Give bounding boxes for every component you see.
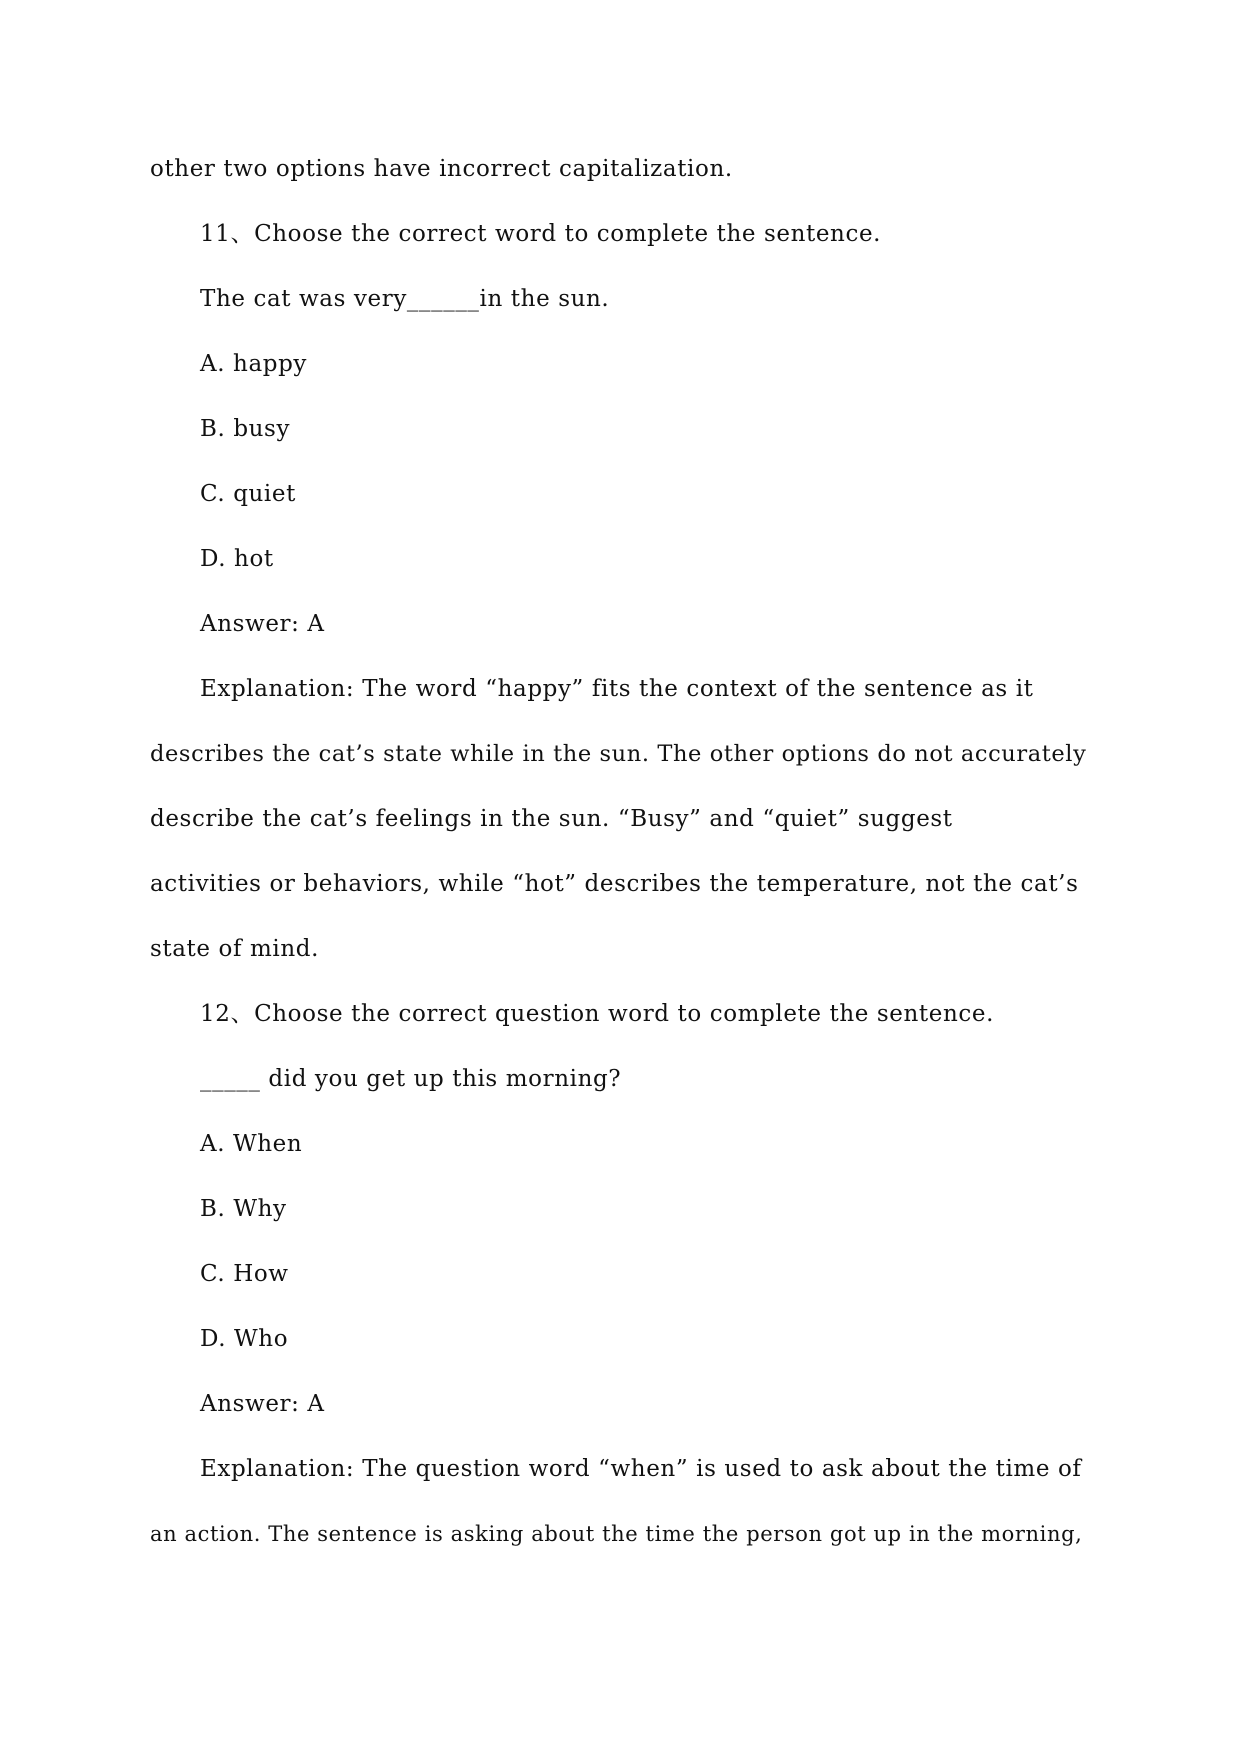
q12-sentence: _____ did you get up this morning? (200, 1066, 622, 1092)
q12-option-d: D. Who (200, 1326, 289, 1352)
q11-explanation-line-2: describes the cat’s state while in the sun. The other options do not accurately (150, 741, 1087, 767)
q11-answer: Answer: A (200, 611, 325, 637)
q11-option-c: C. quiet (200, 481, 296, 507)
q11-explanation-line-3: describe the cat’s feelings in the sun. “Busy” and “quiet” suggest (150, 806, 953, 832)
q11-explanation-line-1: Explanation: The word “happy” fits the context of the sentence as it (200, 676, 1034, 702)
q12-answer: Answer: A (200, 1391, 325, 1417)
q11-explanation-line-5: state of mind. (150, 936, 320, 962)
q12-prompt: 12、Choose the correct question word to complete the sentence. (200, 1001, 994, 1027)
document-body (150, 137, 1095, 1567)
q12-option-b: B. Why (200, 1196, 287, 1222)
q10-explanation-tail: other two options have incorrect capitalization. (150, 156, 733, 182)
q12-explanation-line-2: an action. The sentence is asking about the time the person got up in the morning, (150, 1522, 1083, 1546)
q11-option-b: B. busy (200, 416, 291, 442)
q11-option-a: A. happy (200, 351, 307, 377)
q12-explanation-line-1: Explanation: The question word “when” is used to ask about the time of (200, 1456, 1082, 1482)
q12-option-a: A. When (200, 1131, 303, 1157)
q11-prompt: 11、Choose the correct word to complete the sentence. (200, 221, 882, 247)
q12-option-c: C. How (200, 1261, 289, 1287)
q11-option-d: D. hot (200, 546, 274, 572)
q11-explanation-line-4: activities or behaviors, while “hot” describes the temperature, not the cat’s (150, 871, 1079, 897)
q11-sentence: The cat was very______in the sun. (200, 286, 610, 312)
